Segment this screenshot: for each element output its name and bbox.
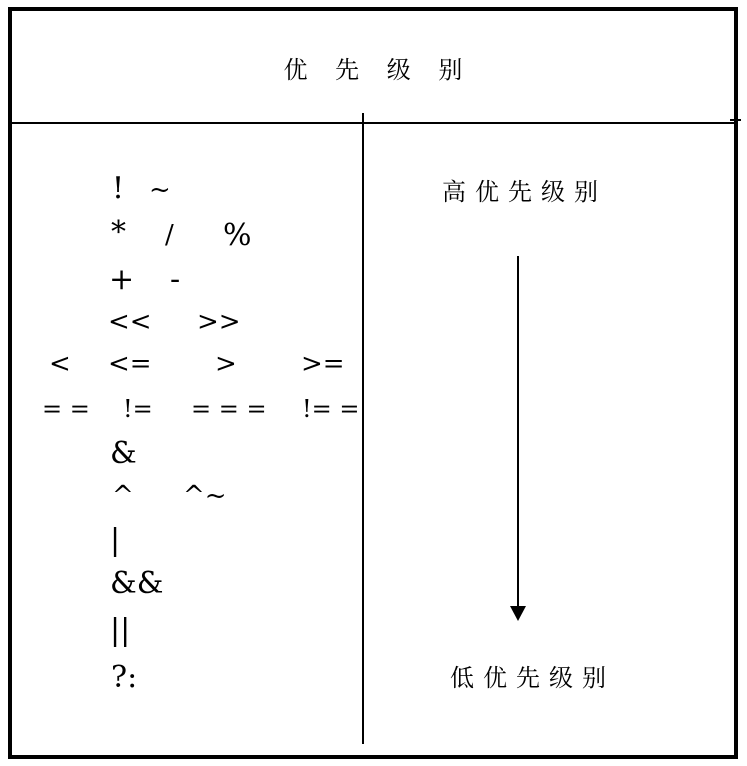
- row-divider-extension: [730, 119, 741, 121]
- down-arrow-icon: [510, 606, 526, 621]
- operator-bitwise-or: |: [110, 523, 121, 558]
- operator-less-than: <: [49, 349, 71, 379]
- operator-bitwise-and: &: [110, 436, 137, 471]
- operator-bitwise-xor: ^: [112, 481, 134, 511]
- operator-greater-than: >: [215, 349, 237, 379]
- operator-equal: = =: [42, 395, 90, 423]
- operator-case-not-equal: != =: [302, 395, 360, 423]
- high-priority-label: 高优先级别: [442, 178, 607, 206]
- operator-shift-left: <<: [108, 307, 152, 337]
- operator-multiply: *: [111, 215, 126, 250]
- operator-logical-or: ||: [110, 613, 131, 648]
- operator-divide: /: [165, 220, 174, 250]
- operator-less-equal: <=: [108, 349, 152, 379]
- priority-arrow-shaft: [517, 256, 519, 609]
- operator-bitwise-xnor: ^~: [183, 481, 227, 511]
- operator-add: +: [109, 262, 135, 297]
- operator-shift-right: >>: [197, 307, 241, 337]
- column-divider: [362, 113, 364, 744]
- low-priority-label: 低优先级别: [450, 664, 615, 692]
- operator-not-equal: !=: [123, 395, 153, 423]
- operator-subtract: -: [170, 262, 181, 297]
- operator-logical-not: !: [112, 171, 125, 206]
- operator-logical-and: &&: [110, 566, 164, 601]
- operator-bitwise-not: ~: [149, 175, 171, 205]
- operator-conditional: ?:: [111, 660, 138, 695]
- operator-modulo: %: [223, 218, 252, 253]
- operator-greater-equal: >=: [301, 349, 345, 379]
- table-header-row: [12, 11, 734, 124]
- table-title: 优 先 级 别: [283, 56, 473, 84]
- operator-case-equal: = = =: [191, 395, 267, 423]
